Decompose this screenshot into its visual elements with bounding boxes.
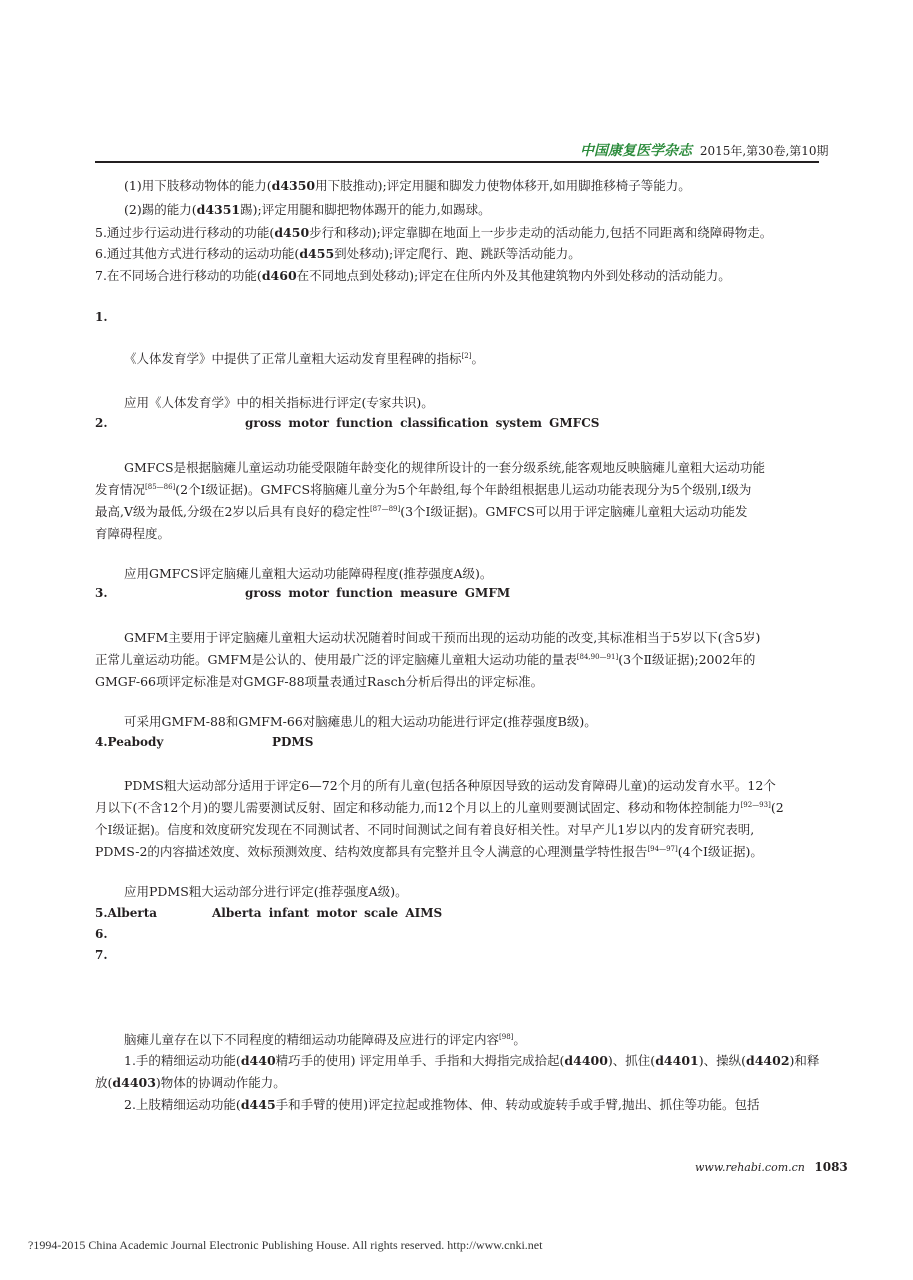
text-line: (1)用下肢移动物体的能力(d4350用下肢推动);评定用腿和脚发力使物体移开,如用脚推移椅子等能力。 bbox=[124, 178, 691, 193]
text-line: GMFCS是根据脑瘫儿童运动功能受限随年龄变化的规律所设计的一套分级系统,能客观地反映脑瘫儿童粗大运动功能 bbox=[124, 460, 766, 475]
section-title: PDMS bbox=[272, 735, 314, 749]
journal-header bbox=[580, 140, 829, 160]
journal-brand: 中国康复医学杂志 bbox=[580, 143, 692, 159]
text-line: 7.在不同场合进行移动的功能(d460在不同地点到处移动);评定在住所内外及其他建筑物内外到处移动的活动能力。 bbox=[95, 268, 731, 283]
header-rule bbox=[95, 161, 819, 163]
section-number: 2. bbox=[95, 416, 108, 430]
recommendation: 应用《人体发育学》中的相关指标进行评定(专家共识)。 bbox=[124, 395, 434, 410]
text-line: 放(d4403)物体的协调动作能力。 bbox=[95, 1075, 286, 1090]
text-line: 《人体发育学》中提供了正常儿童粗大运动发育里程碑的指标[2]。 bbox=[124, 351, 484, 366]
recommendation: 可采用GMFM-88和GMFM-66对脑瘫患儿的粗大运动功能进行评定(推荐强度B级)。 bbox=[124, 714, 597, 729]
text-line: GMGF-66项评定标准是对GMGF-88项量表通过Rasch分析后得出的评定标准。 bbox=[95, 674, 544, 689]
text-line: 最高,Ⅴ级为最低,分级在2岁以后具有良好的稳定性[87—89](3个Ⅰ级证据)。GMFCS可以用于评定脑瘫儿童粗大运动功能发 bbox=[95, 504, 748, 519]
journal-issue: 2015年,第30卷,第10期 bbox=[699, 144, 829, 158]
page-number: 1083 bbox=[814, 1160, 848, 1174]
section-number: 3. bbox=[95, 586, 108, 600]
section-number: 4.Peabody bbox=[95, 735, 164, 749]
text-line: 2.上肢精细运动功能(d445手和手臂的使用)评定拉起或推物体、伸、转动或旋转手或手臂,抛出、抓住等功能。包括 bbox=[124, 1097, 760, 1112]
section-title: gross motor function classification system GMFCS bbox=[245, 416, 600, 430]
text-line: 6.通过其他方式进行移动的运动功能(d455到处移动);评定爬行、跑、跳跃等活动能力。 bbox=[95, 246, 581, 261]
text-line: PDMS粗大运动部分适用于评定6—72个月的所有儿童(包括各种原因导致的运动发育障碍儿童)的运动发育水平。12个 bbox=[124, 778, 776, 793]
section-number: 5.Alberta bbox=[95, 906, 158, 920]
text-line: PDMS-2的内容描述效度、效标预测效度、结构效度都具有完整并且令人满意的心理测量学特性报告[94—97](4个Ⅰ级证据)。 bbox=[95, 844, 763, 859]
footer-url: www.rehabi.com.cn bbox=[695, 1161, 805, 1174]
section-heading: 1. bbox=[95, 310, 108, 324]
copyright-notice: ?1994-2015 China Academic Journal Electronic Publishing House. All rights reserved. http://www.cnki.net bbox=[28, 1238, 543, 1252]
text-line: GMFM主要用于评定脑瘫儿童粗大运动状况随着时间或干预而出现的运动功能的改变,其标准相当于5岁以下(含5岁) bbox=[124, 630, 761, 645]
section-title: Alberta infant motor scale AIMS bbox=[212, 906, 443, 920]
text-line: 发育情况[85—86](2个Ⅰ级证据)。GMFCS将脑瘫儿童分为5个年龄组,每个年龄组根据患儿运动功能表现分为5个级别,Ⅰ级为 bbox=[95, 482, 752, 497]
text-line: 5.通过步行运动进行移动的功能(d450步行和移动);评定靠脚在地面上一步步走动的活动能力,包括不同距离和绕障碍物走。 bbox=[95, 225, 773, 240]
section-number: 7. bbox=[95, 948, 108, 962]
text-line: 育障碍程度。 bbox=[95, 526, 171, 541]
text-line: (2)踢的能力(d4351踢);评定用腿和脚把物体踢开的能力,如踢球。 bbox=[124, 202, 491, 217]
recommendation: 应用PDMS粗大运动部分进行评定(推荐强度A级)。 bbox=[124, 884, 408, 899]
text-line: 月以下(不含12个月)的婴儿需要测试反射、固定和移动能力,而12个月以上的儿童则要测试固定、移动和物体控制能力[92—93](2 bbox=[95, 800, 784, 815]
text-line: 1.手的精细运动功能(d440精巧手的使用) 评定用单手、手指和大拇指完成拾起(d4400)、抓住(d4401)、操纵(d4402)和释 bbox=[124, 1053, 820, 1068]
recommendation: 应用GMFCS评定脑瘫儿童粗大运动功能障碍程度(推荐强度A级)。 bbox=[124, 566, 493, 581]
section-title: gross motor function measure GMFM bbox=[245, 586, 511, 600]
page-footer bbox=[695, 1160, 848, 1174]
section-number: 6. bbox=[95, 927, 108, 941]
text-line: 个Ⅰ级证据)。信度和效度研究发现在不同测试者、不同时间测试之间有着良好相关性。对早产儿1岁以内的发育研究表明, bbox=[95, 822, 755, 837]
text-line: 正常儿童运动功能。GMFM是公认的、使用最广泛的评定脑瘫儿童粗大运动功能的量表[84,90—91](3个Ⅱ级证据);2002年的 bbox=[95, 652, 756, 667]
text-line: 脑瘫儿童存在以下不同程度的精细运动功能障碍及应进行的评定内容[98]。 bbox=[124, 1032, 526, 1047]
